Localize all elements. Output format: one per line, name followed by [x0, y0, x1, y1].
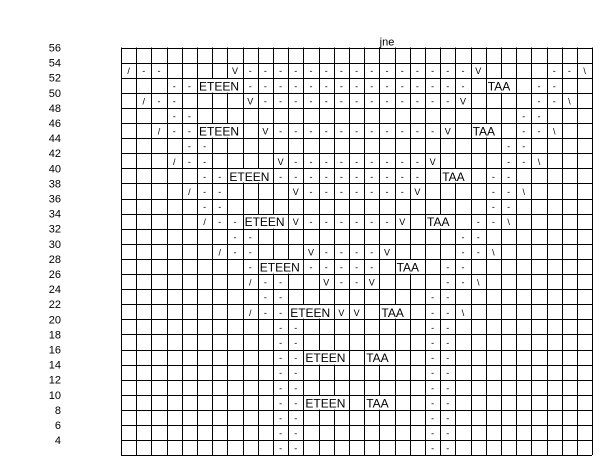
symbol-purl: - — [339, 217, 343, 228]
symbol-purl: - — [248, 247, 252, 258]
symbol-purl: - — [279, 443, 283, 454]
row-label: 48 — [48, 102, 61, 115]
symbol-purl: - — [355, 156, 359, 167]
symbol-purl: - — [400, 171, 404, 182]
symbol-purl: - — [461, 247, 465, 258]
symbol-purl: - — [552, 96, 556, 107]
symbol-purl: - — [294, 81, 298, 92]
symbol-purl: - — [431, 96, 435, 107]
symbol-purl: - — [203, 156, 207, 167]
symbol-purl: - — [324, 156, 328, 167]
symbol-purl: - — [187, 126, 191, 137]
symbol-purl: - — [187, 141, 191, 152]
symbol-purl: - — [279, 171, 283, 182]
symbol-purl: - — [522, 141, 526, 152]
symbol-purl: - — [355, 171, 359, 182]
symbol-increase: V — [338, 307, 345, 318]
symbol-increase: V — [429, 156, 436, 167]
symbol-purl: - — [309, 262, 313, 273]
symbol-purl: - — [172, 111, 176, 122]
symbol-purl: - — [218, 186, 222, 197]
symbol-purl: - — [324, 66, 328, 77]
symbol-purl: - — [233, 247, 237, 258]
symbol-purl: - — [279, 277, 283, 288]
symbol-purl: - — [279, 126, 283, 137]
symbol-purl: - — [461, 81, 465, 92]
symbol-purl: - — [476, 217, 480, 228]
symbol-increase: V — [247, 96, 254, 107]
symbol-purl: - — [385, 186, 389, 197]
symbol-purl: - — [157, 66, 161, 77]
row-label: 54 — [48, 57, 61, 70]
symbol-purl: - — [446, 277, 450, 288]
symbol-decrease-left: \ — [552, 126, 556, 137]
symbol-purl: - — [324, 126, 328, 137]
symbol-purl: - — [218, 171, 222, 182]
symbol-decrease-right: / — [248, 307, 252, 318]
symbol-eteen: ETEEN — [290, 305, 331, 320]
symbol-purl: - — [355, 126, 359, 137]
symbol-purl: - — [263, 307, 267, 318]
symbol-purl: - — [446, 337, 450, 348]
symbol-decrease-left: \ — [537, 156, 541, 167]
symbol-purl: - — [461, 262, 465, 273]
symbol-purl: - — [385, 96, 389, 107]
symbol-decrease-right: / — [172, 156, 176, 167]
symbol-purl: - — [370, 171, 374, 182]
symbol-purl: - — [537, 96, 541, 107]
symbol-purl: - — [446, 413, 450, 424]
symbol-increase: V — [323, 277, 330, 288]
symbol-purl: - — [279, 368, 283, 379]
symbol-purl: - — [355, 66, 359, 77]
symbol-purl: - — [294, 171, 298, 182]
symbol-purl: - — [400, 156, 404, 167]
symbol-purl: - — [339, 277, 343, 288]
symbol-purl: - — [415, 171, 419, 182]
symbol-purl: - — [355, 277, 359, 288]
symbol-purl: - — [248, 262, 252, 273]
row-label: 40 — [48, 163, 61, 176]
row-label: 22 — [48, 299, 61, 312]
row-label: 36 — [48, 193, 61, 206]
row-label: 38 — [48, 178, 61, 191]
symbol-decrease-left: \ — [507, 217, 510, 228]
symbol-decrease-left: \ — [492, 247, 495, 258]
symbol-purl: - — [279, 322, 283, 333]
symbol-purl: - — [431, 368, 435, 379]
symbol-purl: - — [294, 383, 298, 394]
symbol-purl: - — [294, 156, 298, 167]
symbol-purl: - — [263, 66, 267, 77]
symbol-taa: TAA — [366, 351, 389, 366]
symbol-purl: - — [446, 292, 450, 303]
symbol-purl: - — [415, 156, 419, 167]
symbol-purl: - — [339, 171, 343, 182]
symbol-purl: - — [431, 383, 435, 394]
symbol-purl: - — [370, 156, 374, 167]
symbol-eteen: ETEEN — [305, 351, 346, 366]
symbol-purl: - — [263, 292, 267, 303]
symbol-purl: - — [370, 81, 374, 92]
symbol-purl: - — [491, 186, 495, 197]
row-label: 50 — [48, 87, 61, 100]
symbol-purl: - — [476, 247, 480, 258]
symbol-purl: - — [339, 96, 343, 107]
symbol-purl: - — [294, 428, 298, 439]
symbol-purl: - — [537, 81, 541, 92]
symbol-taa: TAA — [381, 305, 404, 320]
symbol-decrease-left: \ — [568, 96, 571, 107]
symbol-purl: - — [385, 156, 389, 167]
row-label: 44 — [48, 133, 61, 146]
symbol-purl: - — [309, 81, 313, 92]
symbol-decrease-right: / — [127, 66, 130, 77]
symbol-purl: - — [431, 398, 435, 409]
symbol-purl: - — [522, 126, 526, 137]
row-label: 42 — [48, 148, 61, 161]
symbol-purl: - — [218, 217, 222, 228]
symbol-purl: - — [355, 96, 359, 107]
symbol-decrease-left: \ — [461, 307, 465, 318]
symbol-purl: - — [446, 307, 450, 318]
symbol-purl: - — [309, 186, 313, 197]
symbol-purl: - — [203, 141, 207, 152]
symbol-purl: - — [567, 66, 571, 77]
symbol-purl: - — [431, 307, 435, 318]
symbol-purl: - — [172, 126, 176, 137]
symbol-decrease-right: / — [188, 186, 191, 197]
symbol-purl: - — [355, 247, 359, 258]
symbol-purl: - — [507, 141, 511, 152]
symbol-purl: - — [339, 156, 343, 167]
symbol-decrease-left: \ — [476, 277, 480, 288]
symbol-purl: - — [279, 96, 283, 107]
symbol-purl: - — [324, 186, 328, 197]
symbol-increase: V — [231, 66, 239, 77]
symbol-purl: - — [446, 262, 450, 273]
symbol-purl: - — [415, 81, 419, 92]
symbol-purl: - — [400, 81, 404, 92]
symbol-purl: - — [507, 186, 511, 197]
symbol-purl: - — [446, 96, 450, 107]
symbol-purl: - — [279, 353, 283, 364]
symbol-purl: - — [279, 337, 283, 348]
symbol-increase: V — [459, 96, 467, 107]
symbol-purl: - — [415, 96, 419, 107]
symbol-purl: - — [431, 66, 435, 77]
symbol-purl: - — [446, 398, 450, 409]
symbol-purl: - — [294, 353, 298, 364]
row-label: 10 — [48, 389, 61, 402]
symbol-purl: - — [461, 277, 465, 288]
symbol-purl: - — [491, 202, 495, 213]
symbol-purl: - — [248, 81, 252, 92]
symbol-purl: - — [431, 413, 435, 424]
symbol-purl: - — [446, 428, 450, 439]
symbol-purl: - — [263, 96, 267, 107]
row-label: 4 — [54, 435, 61, 448]
row-label: 52 — [48, 72, 61, 85]
symbol-purl: - — [203, 202, 207, 213]
symbol-purl: - — [294, 337, 298, 348]
symbol-purl: - — [324, 81, 328, 92]
symbol-purl: - — [172, 81, 176, 92]
row-label: 12 — [48, 374, 61, 387]
symbol-decrease-right: / — [218, 247, 222, 258]
symbol-eteen: ETEEN — [199, 79, 240, 94]
symbol-purl: - — [446, 66, 450, 77]
symbol-purl: - — [157, 96, 161, 107]
symbol-increase: V — [399, 217, 406, 228]
symbol-increase: V — [383, 247, 391, 258]
symbol-purl: - — [309, 156, 313, 167]
symbol-purl: - — [370, 186, 374, 197]
symbol-purl: - — [355, 262, 359, 273]
symbol-purl: - — [279, 81, 283, 92]
symbol-purl: - — [218, 202, 222, 213]
symbol-purl: - — [431, 443, 435, 454]
symbol-purl: - — [294, 443, 298, 454]
symbol-purl: - — [385, 66, 389, 77]
row-label: 32 — [48, 223, 61, 236]
symbol-increase: V — [262, 126, 269, 137]
symbol-purl: - — [446, 353, 450, 364]
symbol-purl: - — [491, 217, 495, 228]
symbol-eteen: ETEEN — [229, 169, 270, 184]
symbol-purl: - — [279, 292, 283, 303]
row-label: 8 — [54, 404, 61, 417]
symbol-purl: - — [385, 171, 389, 182]
symbol-increase: V — [292, 186, 299, 197]
symbol-purl: - — [187, 111, 191, 122]
symbol-purl: - — [309, 66, 313, 77]
row-label: 56 — [48, 42, 61, 55]
symbol-purl: - — [339, 81, 343, 92]
symbol-purl: - — [339, 126, 343, 137]
symbol-purl: - — [400, 126, 404, 137]
symbol-purl: - — [431, 428, 435, 439]
symbol-purl: - — [415, 126, 419, 137]
symbol-purl: - — [309, 171, 313, 182]
symbol-taa: TAA — [442, 169, 465, 184]
symbol-purl: - — [279, 383, 283, 394]
symbol-purl: - — [461, 66, 465, 77]
symbol-purl: - — [355, 81, 359, 92]
symbol-purl: - — [537, 126, 541, 137]
symbol-purl: - — [415, 66, 419, 77]
symbol-purl: - — [279, 66, 283, 77]
symbol-decrease-right: / — [142, 96, 146, 107]
symbol-purl: - — [339, 66, 343, 77]
symbol-purl: - — [431, 322, 435, 333]
symbol-purl: - — [507, 156, 511, 167]
row-label: 18 — [48, 329, 61, 342]
symbol-purl: - — [400, 96, 404, 107]
symbol-purl: - — [370, 217, 374, 228]
symbol-purl: - — [370, 96, 374, 107]
symbol-taa: TAA — [472, 124, 496, 139]
symbol-purl: - — [324, 217, 328, 228]
symbol-purl: - — [142, 66, 146, 77]
symbol-purl: - — [309, 96, 313, 107]
symbol-purl: - — [537, 111, 541, 122]
symbol-purl: - — [324, 262, 328, 273]
symbol-increase: V — [368, 277, 375, 288]
symbol-purl: - — [294, 413, 298, 424]
symbol-purl: - — [446, 81, 450, 92]
symbol-purl: - — [385, 126, 389, 137]
symbol-purl: - — [431, 337, 435, 348]
symbol-purl: - — [400, 66, 404, 77]
symbol-purl: - — [552, 66, 556, 77]
row-label: 16 — [48, 344, 61, 357]
symbol-eteen: ETEEN — [259, 260, 300, 275]
symbol-purl: - — [248, 66, 252, 77]
symbol-purl: - — [385, 217, 389, 228]
symbol-purl: - — [263, 277, 267, 288]
symbol-purl: - — [294, 368, 298, 379]
symbol-purl: - — [294, 398, 298, 409]
symbol-purl: - — [339, 247, 343, 258]
symbol-increase: V — [307, 247, 315, 258]
symbol-purl: - — [461, 232, 465, 243]
symbol-purl: - — [370, 126, 374, 137]
row-label: 6 — [54, 420, 61, 432]
symbol-decrease-left: \ — [522, 186, 526, 197]
symbol-purl: - — [431, 126, 435, 137]
symbol-purl: - — [446, 443, 450, 454]
row-label: 46 — [48, 118, 61, 130]
symbol-taa: TAA — [487, 79, 511, 94]
symbol-purl: - — [294, 96, 298, 107]
symbol-purl: - — [187, 81, 191, 92]
repeat-note: jne — [379, 36, 395, 49]
symbol-purl: - — [355, 217, 359, 228]
symbol-purl: - — [370, 247, 374, 258]
symbol-purl: - — [339, 262, 343, 273]
symbol-eteen: ETEEN — [244, 215, 285, 230]
symbol-purl: - — [324, 96, 328, 107]
symbol-purl: - — [203, 171, 207, 182]
row-label: 30 — [48, 238, 61, 251]
symbol-purl: - — [248, 232, 252, 243]
symbol-increase: V — [292, 217, 299, 228]
symbol-purl: - — [476, 232, 480, 243]
symbol-purl: - — [431, 292, 435, 303]
symbol-decrease-right: / — [203, 217, 206, 228]
symbol-purl: - — [279, 398, 283, 409]
symbol-purl: - — [233, 217, 237, 228]
symbol-purl: - — [309, 217, 313, 228]
symbol-purl: - — [324, 171, 328, 182]
symbol-purl: - — [233, 232, 237, 243]
symbol-purl: - — [309, 126, 313, 137]
row-labels — [49, 43, 61, 448]
symbol-purl: - — [324, 247, 328, 258]
symbol-purl: - — [279, 428, 283, 439]
symbol-purl: - — [294, 126, 298, 137]
symbol-purl: - — [446, 322, 450, 333]
symbol-taa: TAA — [427, 215, 450, 230]
row-label: 20 — [48, 314, 61, 327]
symbol-increase: V — [475, 66, 482, 77]
symbol-purl: - — [552, 81, 556, 92]
symbol-increase: V — [353, 307, 360, 318]
symbol-purl: - — [370, 262, 374, 273]
symbol-purl: - — [294, 66, 298, 77]
symbol-purl: - — [355, 186, 359, 197]
symbol-eteen: ETEEN — [199, 124, 240, 139]
symbol-purl: - — [385, 81, 389, 92]
symbol-purl: - — [431, 81, 435, 92]
symbol-increase: V — [414, 186, 421, 197]
symbol-purl: - — [431, 353, 435, 364]
symbol-purl: - — [203, 186, 207, 197]
symbol-taa: TAA — [396, 260, 420, 275]
symbol-purl: - — [522, 156, 526, 167]
symbol-purl: - — [263, 81, 267, 92]
symbol-decrease-left: \ — [583, 66, 586, 77]
symbol-purl: - — [339, 186, 343, 197]
symbol-purl: - — [507, 202, 511, 213]
row-label: 28 — [48, 253, 61, 266]
symbol-purl: - — [491, 171, 495, 182]
symbol-purl: - — [446, 383, 450, 394]
row-label: 34 — [48, 208, 61, 221]
symbol-eteen: ETEEN — [305, 396, 346, 411]
symbol-purl: - — [279, 307, 283, 318]
symbol-purl: - — [172, 96, 176, 107]
row-label: 14 — [48, 359, 61, 372]
symbol-taa: TAA — [366, 396, 389, 411]
symbol-purl: - — [279, 413, 283, 424]
symbol-purl: - — [370, 66, 374, 77]
row-label: 26 — [48, 269, 61, 281]
symbol-increase: V — [444, 126, 451, 137]
symbol-decrease-right: / — [157, 126, 161, 137]
symbol-purl: - — [294, 322, 298, 333]
symbol-purl: - — [522, 111, 526, 122]
symbol-purl: - — [446, 368, 450, 379]
symbol-decrease-right: / — [248, 277, 252, 288]
symbol-purl: - — [400, 186, 404, 197]
symbol-purl: - — [507, 171, 511, 182]
symbol-increase: V — [277, 156, 284, 167]
symbol-purl: - — [187, 156, 191, 167]
row-label: 24 — [48, 284, 61, 297]
